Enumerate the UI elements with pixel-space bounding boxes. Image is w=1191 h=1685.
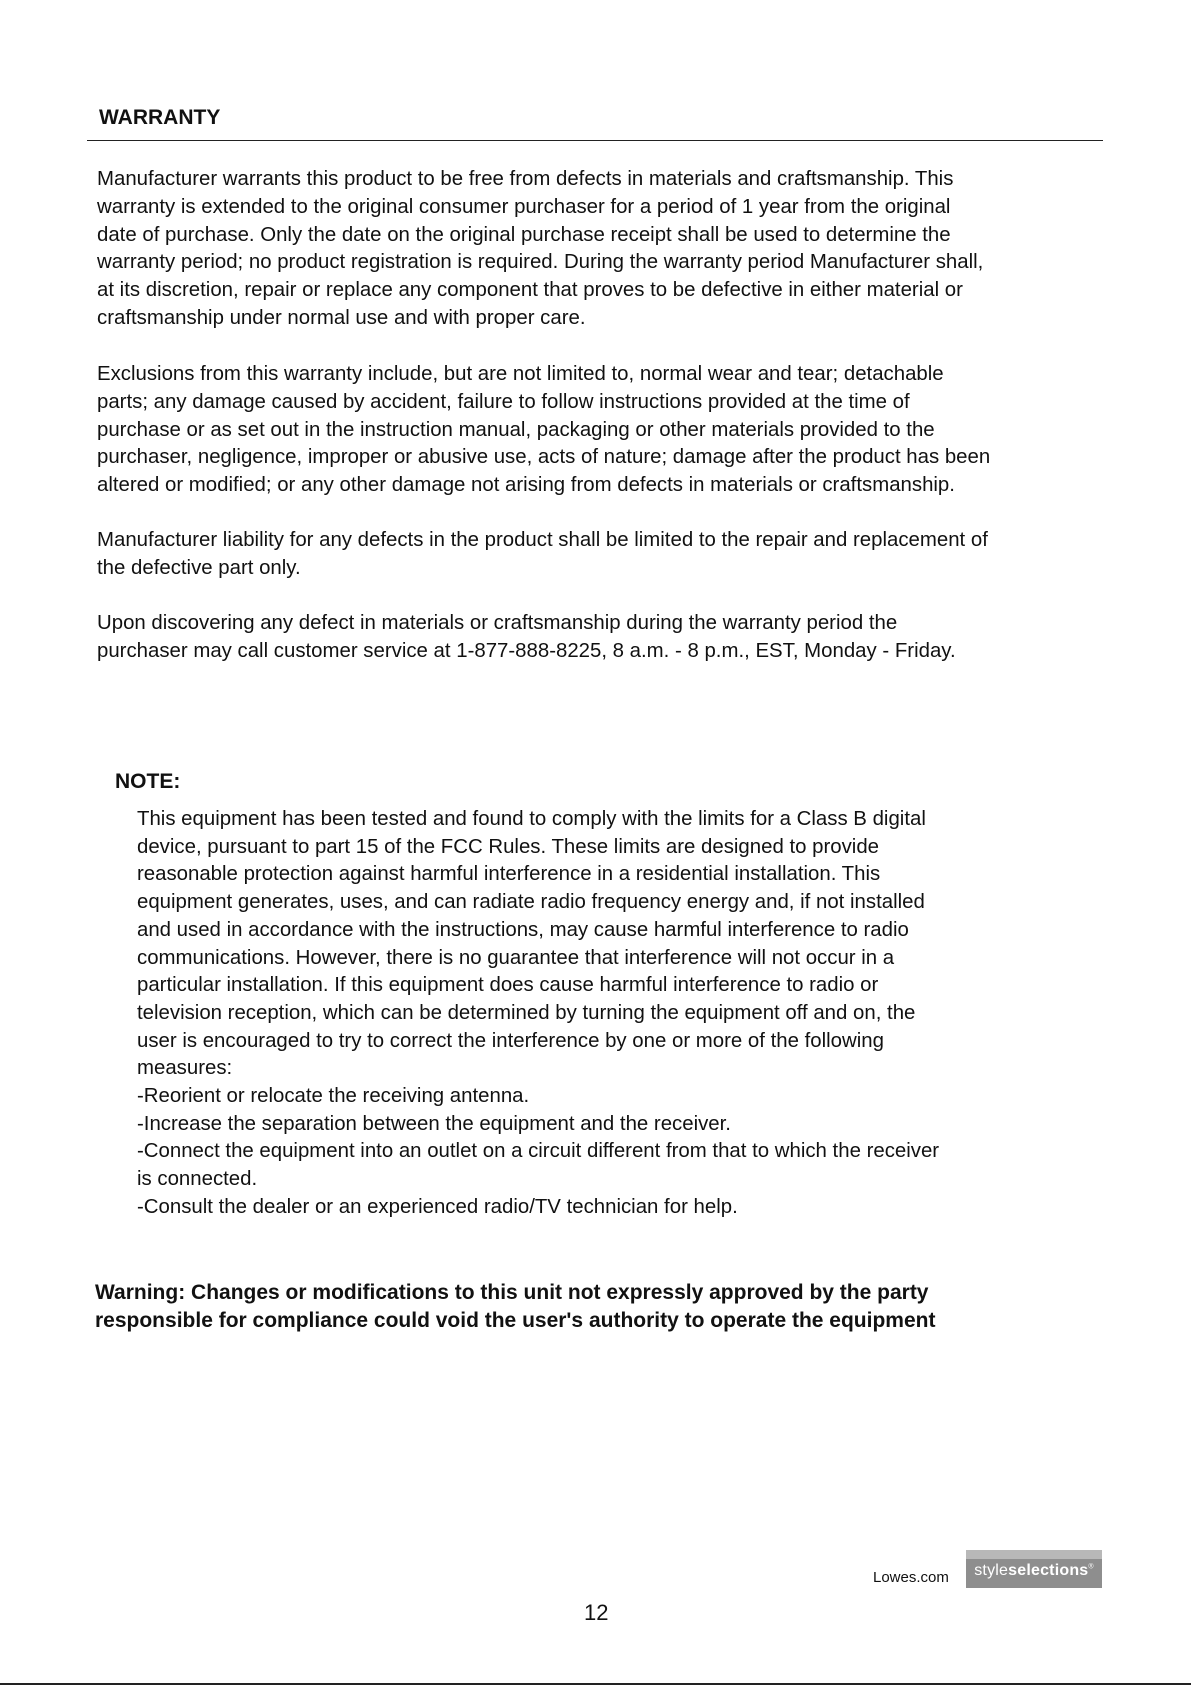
text-line: communications. However, there is no guarantee that interference will not occur in a [137, 946, 895, 969]
warranty-paragraph-1 [97, 166, 983, 333]
text-line: is connected. [137, 1168, 258, 1191]
title-divider [87, 140, 1103, 141]
text-line: parts; any damage caused by accident, failure to follow instructions provided at the time of [97, 390, 910, 413]
text-line: measures: [137, 1057, 233, 1080]
text-line: date of purchase. Only the date on the original purchase receipt shall be used to determine the [97, 223, 951, 246]
logo-text [966, 1562, 1102, 1580]
text-line: Manufacturer warrants this product to be free from defects in materials and craftsmanship. This [97, 168, 954, 190]
text-line: at its discretion, repair or replace any component that proves to be defective in either material or [97, 279, 963, 302]
warranty-paragraph-4 [97, 610, 956, 666]
text-line: the defective part only. [97, 556, 301, 579]
fcc-note-body [137, 806, 939, 1222]
warranty-paragraph-2 [97, 361, 990, 500]
text-line: responsible for compliance could void the user's authority to operate the equipment [95, 1308, 936, 1332]
logo-top-bar [966, 1550, 1102, 1559]
text-line: -Increase the separation between the equipment and the receiver. [137, 1112, 731, 1135]
text-line: -Consult the dealer or an experienced radio/TV technician for help. [137, 1195, 738, 1218]
text-line: warranty period; no product registration is required. During the warranty period Manufacturer shall, [97, 251, 984, 274]
text-line: television reception, which can be determined by turning the equipment off and on, the [137, 1001, 916, 1024]
text-line: purchaser, negligence, improper or abusive use, acts of nature; damage after the product has been [97, 446, 991, 469]
note-title: NOTE: [115, 770, 181, 793]
text-line: -Connect the equipment into an outlet on a circuit different from that to which the receiver [137, 1140, 940, 1163]
text-line: device, pursuant to part 15 of the FCC Rules. These limits are designed to provide [137, 835, 880, 858]
registered-mark: ® [1088, 1563, 1094, 1571]
text-line: particular installation. If this equipment does cause harmful interference to radio or [137, 974, 879, 997]
styleselections-logo [966, 1550, 1102, 1588]
warranty-title: WARRANTY [99, 106, 221, 129]
text-line: and used in accordance with the instructions, may cause harmful interference to radio [137, 918, 909, 941]
text-line: This equipment has been tested and found to comply with the limits for a Class B digital [137, 808, 926, 830]
text-line: Manufacturer liability for any defects in the product shall be limited to the repair and replacement of [97, 529, 988, 551]
warranty-paragraph-3 [97, 527, 988, 583]
compliance-warning [95, 1279, 935, 1334]
text-line: purchase or as set out in the instruction manual, packaging or other materials provided to the [97, 418, 935, 441]
text-line: purchaser may call customer service at 1-877-888-8225, 8 a.m. - 8 p.m., EST, Monday - Friday. [97, 639, 956, 662]
text-line: craftsmanship under normal use and with proper care. [97, 306, 586, 329]
logo-text-light: style [974, 1562, 1009, 1579]
lowes-site-text: Lowes.com [873, 1569, 949, 1586]
text-line: reasonable protection against harmful interference in a residential installation. This [137, 863, 881, 886]
text-line: Upon discovering any defect in materials or craftsmanship during the warranty period the [97, 612, 898, 634]
logo-text-bold: selections [1008, 1562, 1089, 1579]
text-line: equipment generates, uses, and can radiate radio frequency energy and, if not installed [137, 891, 925, 914]
text-line: Exclusions from this warranty include, but are not limited to, normal wear and tear; detachable [97, 363, 944, 385]
page-number: 12 [584, 1600, 609, 1625]
text-line: user is encouraged to try to correct the interference by one or more of the following [137, 1029, 884, 1052]
text-line: Warning: Changes or modifications to this unit not expressly approved by the party [95, 1281, 929, 1304]
text-line: warranty is extended to the original consumer purchaser for a period of 1 year from the original [97, 195, 951, 218]
text-line: -Reorient or relocate the receiving antenna. [137, 1085, 530, 1108]
text-line: altered or modified; or any other damage not arising from defects in materials or craftsmanship. [97, 474, 955, 497]
